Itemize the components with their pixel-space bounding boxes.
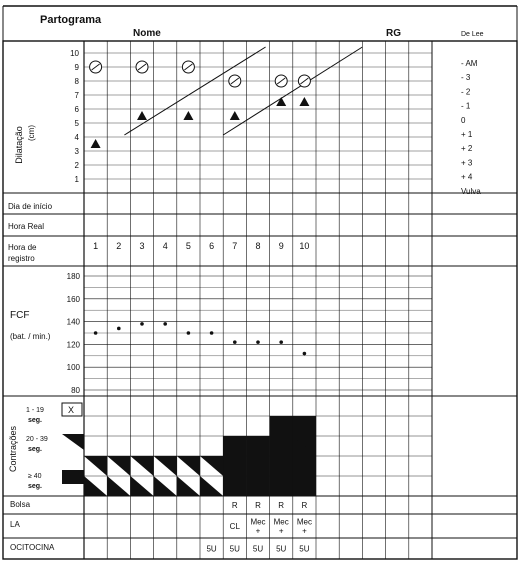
bolsa-value: R: [301, 501, 308, 510]
dilation-tick-label: 6: [74, 105, 79, 114]
fcf-unit: (bat. / min.): [10, 332, 51, 341]
contraction-row2-label: 20 - 39: [26, 436, 48, 443]
fetal-head-mark: [230, 111, 240, 120]
contraction-row3-label: ≥ 40: [28, 473, 42, 480]
de-lee-tick-label: - 2: [461, 87, 471, 97]
de-lee-tick-label: + 3: [461, 158, 473, 168]
fcf-point: [163, 322, 167, 326]
hour-label: 4: [162, 241, 168, 251]
contraction-block: [154, 476, 177, 496]
real-hour-label: Hora Real: [8, 222, 45, 231]
de-lee-scale: [461, 59, 481, 196]
hour-label: 6: [209, 241, 215, 251]
dilation-tick-label: 4: [74, 133, 79, 142]
contraction-row3-unit: seg.: [28, 483, 43, 490]
dilation-tick-label: 10: [70, 49, 79, 58]
bolsa-value: R: [255, 501, 261, 510]
hour-labels: [93, 241, 309, 251]
ocitocina-value: 5U: [206, 544, 217, 554]
fcf-point: [279, 340, 283, 344]
fcf-point: [140, 322, 144, 326]
fetal-head-mark: [183, 111, 193, 120]
contraction-row2-unit: seg.: [28, 446, 43, 453]
fcf-point: [94, 331, 98, 335]
name-label: Nome: [133, 28, 161, 39]
hour-label: 10: [299, 241, 310, 251]
dilation-tick-label: 7: [74, 91, 79, 100]
contraction-legend-mid: [62, 434, 84, 450]
dilation-axis-label: Dilatação: [14, 126, 24, 164]
de-lee-tick-label: + 2: [461, 144, 473, 154]
de-lee-tick-label: - AM: [461, 59, 478, 68]
hour-label: 7: [232, 241, 238, 251]
la-value: +: [255, 526, 261, 536]
start-day-label: Dia de início: [8, 202, 53, 211]
fcf-point: [233, 340, 237, 344]
fcf-point: [187, 331, 191, 335]
la-label: LA: [10, 520, 20, 529]
record-hour-label: Hora de: [8, 243, 37, 252]
contraction-legend-box-mark: X: [68, 405, 75, 415]
hour-label: 5: [185, 241, 191, 251]
hour-label: 3: [139, 241, 145, 251]
hour-label: 8: [255, 241, 261, 251]
dilation-axis-unit: (cm): [27, 125, 36, 141]
fcf-label: FCF: [10, 310, 30, 321]
ocitocina-value: 5U: [229, 544, 240, 554]
la-value: +: [278, 526, 284, 536]
fcf-point: [210, 331, 214, 335]
dilation-tick-label: 1: [74, 175, 79, 184]
bolsa-value: R: [231, 501, 238, 510]
rg-label: RG: [386, 28, 401, 39]
fetal-head-mark: [137, 111, 147, 120]
la-value: Mec: [273, 517, 289, 527]
contraction-block: [84, 456, 107, 476]
contraction-block: [154, 456, 177, 476]
contraction-legend-long: [62, 470, 84, 484]
contraction-block: [130, 476, 153, 496]
fcf-tick-label: 180: [66, 272, 80, 281]
contraction-block: [130, 456, 153, 476]
de-lee-tick-label: - 1: [461, 101, 471, 111]
dilation-tick-label: 3: [74, 147, 79, 156]
fcf-point: [117, 327, 121, 331]
fcf-point: [303, 352, 307, 356]
fcf-tick-label: 100: [66, 363, 80, 373]
record-hour-label-2: registro: [8, 254, 35, 263]
fetal-head-mark: [276, 97, 286, 106]
de-lee-tick-label: + 4: [461, 172, 473, 182]
contraction-block: [200, 456, 223, 476]
fcf-tick-label: 120: [66, 340, 80, 350]
de-lee-tick-label: - 3: [461, 73, 471, 83]
contraction-block: [177, 476, 200, 496]
de-lee-tick-label: 0: [461, 115, 466, 125]
de-lee-tick-label: + 1: [461, 130, 473, 139]
la-value: +: [302, 526, 307, 536]
contraction-row1-label: 1 - 19: [26, 407, 44, 414]
contraction-block: [223, 436, 246, 496]
fcf-point: [256, 340, 260, 344]
contraction-block: [246, 436, 269, 496]
contraction-block: [293, 416, 316, 436]
bottom-values: [206, 501, 311, 554]
contraction-block: [270, 436, 293, 496]
ocitocina-value: 5U: [252, 544, 264, 554]
contraction-block: [270, 416, 293, 436]
fcf-tick-label: 160: [66, 294, 80, 304]
contractions-axis-label: Contrações: [8, 425, 18, 473]
la-value: Mec: [296, 517, 312, 527]
la-value: CL: [229, 522, 240, 531]
fcf-tick-label: 140: [66, 317, 80, 327]
la-value: Mec: [250, 517, 266, 527]
dilation-tick-label: 5: [74, 119, 79, 128]
contraction-block: [177, 456, 200, 476]
contraction-block: [200, 476, 223, 496]
fetal-head-mark: [91, 139, 101, 148]
dilation-tick-label: 9: [74, 63, 79, 72]
ocitocina-value: 5U: [299, 544, 310, 554]
ocitocina-label: OCITOCINA: [10, 543, 55, 552]
bolsa-value: R: [278, 501, 285, 510]
hour-label: 1: [93, 241, 99, 251]
contraction-row1-unit: seg.: [28, 417, 43, 424]
de-lee-tick-label: Vulva: [461, 186, 481, 196]
dilation-tick-label: 2: [74, 161, 79, 170]
bolsa-label: Bolsa: [10, 500, 31, 509]
contraction-block: [84, 476, 107, 496]
ocitocina-value: 5U: [276, 544, 287, 554]
contraction-block: [107, 456, 130, 476]
fetal-head-mark: [299, 97, 309, 106]
form-title: Partograma: [40, 14, 102, 26]
de-lee-label: De Lee: [461, 31, 484, 38]
dilation-scale: [70, 49, 79, 184]
dilation-tick-label: 8: [74, 77, 79, 86]
hour-label: 9: [278, 241, 284, 251]
fcf-scale: [67, 272, 81, 395]
fcf-tick-label: 80: [71, 386, 80, 395]
contraction-block: [107, 476, 130, 496]
hour-label: 2: [116, 241, 122, 251]
